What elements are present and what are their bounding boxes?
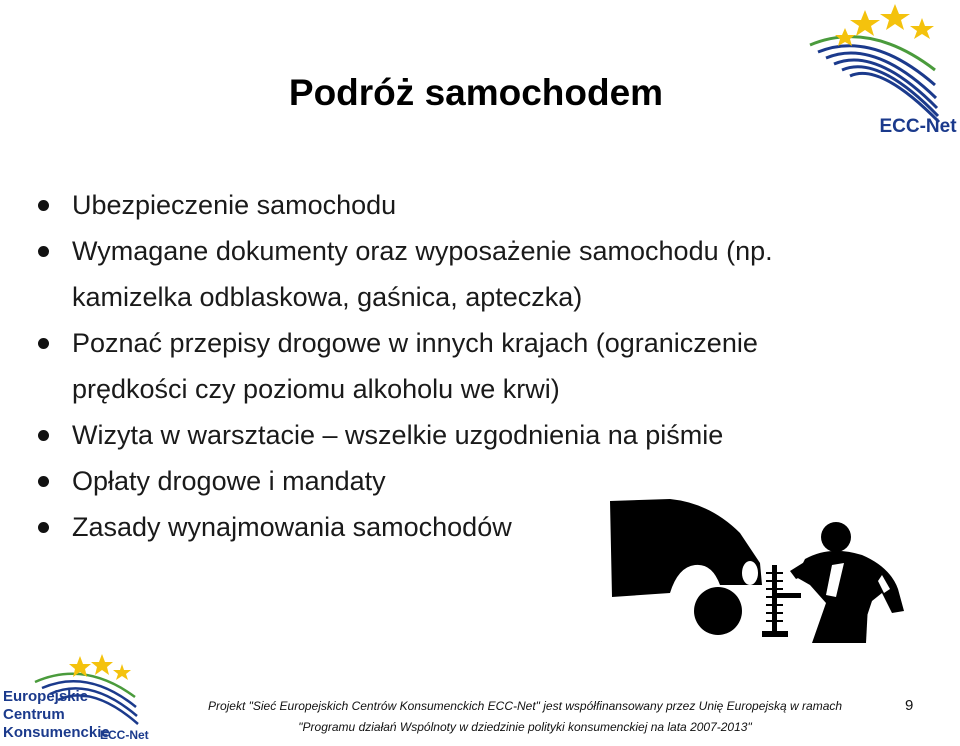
page-number: 9 xyxy=(905,697,914,714)
bullet-dot-icon xyxy=(38,476,49,487)
bullet-dot-icon xyxy=(38,338,49,349)
bullet-text: Wizyta w warsztacie – wszelkie uzgodnienia na piśmie xyxy=(72,420,724,450)
bullet-item xyxy=(34,320,864,412)
bullet-item xyxy=(34,228,864,320)
bullet-item xyxy=(34,182,864,228)
bullet-dot-icon xyxy=(38,200,49,211)
bullet-dot-icon xyxy=(38,246,49,257)
bullet-text: Wymagane dokumenty oraz wyposażenie samochodu (np. xyxy=(72,236,773,266)
bullet-item xyxy=(34,412,864,458)
footer-line1: Projekt "Sieć Europejskich Centrów Konsumenckich ECC-Net" jest współfinansowany przez Unię Europejską w ramach xyxy=(207,699,843,713)
bullet-text-continued: kamizelka odblaskowa, gaśnica, apteczka) xyxy=(72,282,583,312)
logo-top-text: ECC-Net xyxy=(879,116,957,137)
bullet-text: Poznać przepisy drogowe w innych krajach (ograniczenie xyxy=(72,328,758,358)
logo-bottom-line2: Centrum xyxy=(3,706,65,723)
logo-bottom-line3: Konsumenckie xyxy=(3,724,110,741)
logo-bottom-ecc: ECC-Net xyxy=(100,728,149,742)
ecc-net-logo-top xyxy=(800,0,960,140)
bullet-text: Ubezpieczenie samochodu xyxy=(72,190,397,220)
logo-bottom-line1: Europejskie xyxy=(3,688,89,705)
slide-title: Podróż samochodem xyxy=(288,72,664,113)
footer-line2: "Programu działań Wspólnoty w dziedzinie polityki konsumenckiej na lata 2007-2013" xyxy=(298,720,752,734)
bullet-dot-icon xyxy=(38,430,49,441)
mechanic-head-icon xyxy=(821,522,851,552)
bullet-text: Opłaty drogowe i mandaty xyxy=(72,466,386,496)
footer-credits xyxy=(165,696,885,738)
ecc-logo-bottom xyxy=(0,652,160,746)
car-mechanic-icon xyxy=(600,493,930,653)
logo-stars xyxy=(835,4,934,46)
logo-bottom-stars xyxy=(69,654,131,680)
car-body-icon xyxy=(610,499,762,597)
bullet-dot-icon xyxy=(38,522,49,533)
bullet-text-continued: prędkości czy poziomu alkoholu we krwi) xyxy=(72,374,560,404)
car-wheel-icon xyxy=(694,587,742,635)
bullet-text: Zasady wynajmowania samochodów xyxy=(72,512,512,542)
